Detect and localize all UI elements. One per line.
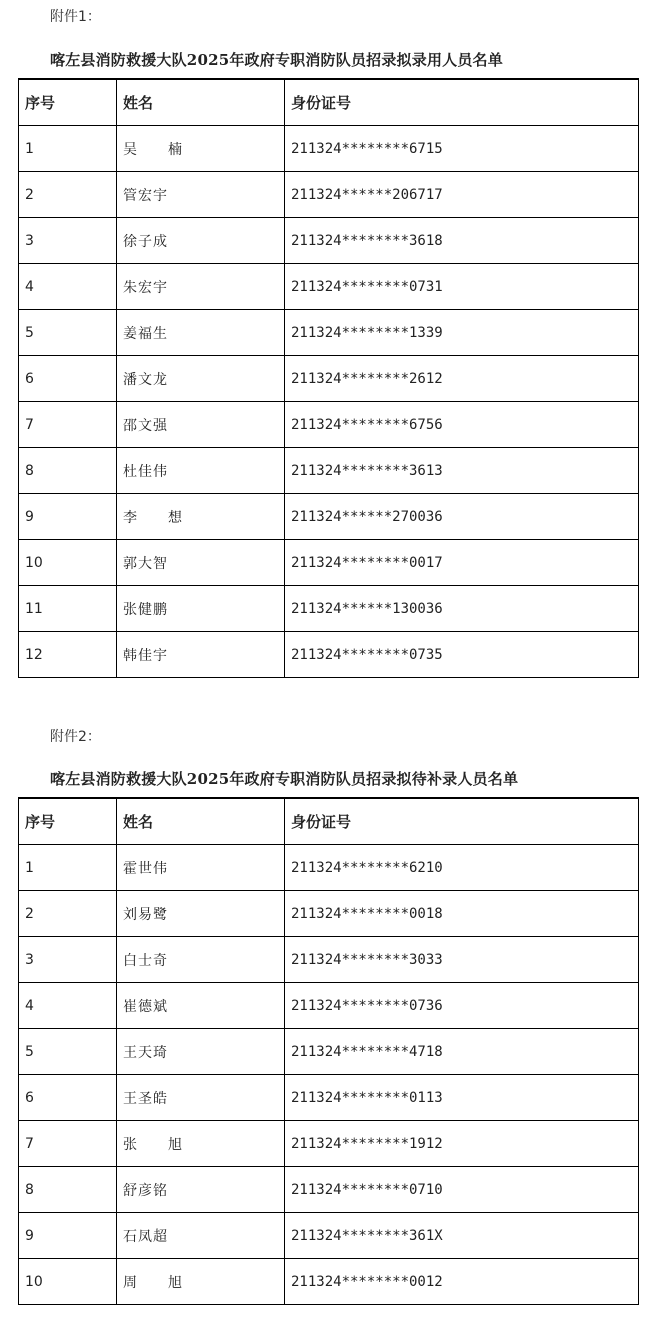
column-header-name: 姓名 [117,79,285,126]
cell-name: 白士奇 [117,937,285,983]
cell-name: 崔德斌 [117,983,285,1029]
cell-number: 2 [19,172,117,218]
table-header-row [19,798,639,845]
cell-number: 9 [19,1213,117,1259]
cell-name: 李 想 [117,494,285,540]
cell-id: 211324********2612 [285,356,639,402]
cell-number: 11 [19,586,117,632]
cell-name: 管宏宇 [117,172,285,218]
cell-number: 8 [19,448,117,494]
table-row [19,1075,639,1121]
hire-list-table [18,78,639,678]
cell-id: 211324********6715 [285,126,639,172]
cell-id: 211324********1912 [285,1121,639,1167]
cell-name: 郭大智 [117,540,285,586]
cell-name: 张 旭 [117,1121,285,1167]
cell-name: 朱宏宇 [117,264,285,310]
cell-number: 4 [19,264,117,310]
cell-number: 3 [19,937,117,983]
attachment-1-label: 附件1： [50,9,101,25]
cell-id: 211324********0017 [285,540,639,586]
cell-name: 姜福生 [117,310,285,356]
cell-id: 211324********0113 [285,1075,639,1121]
table-row [19,540,639,586]
cell-name: 张健鹏 [117,586,285,632]
cell-name: 韩佳宇 [117,632,285,678]
cell-name: 邵文强 [117,402,285,448]
cell-number: 1 [19,845,117,891]
table-row [19,1121,639,1167]
cell-id: 211324******130036 [285,586,639,632]
cell-number: 10 [19,1259,117,1305]
column-header-id: 身份证号 [285,798,639,845]
cell-name: 舒彦铭 [117,1167,285,1213]
column-header-id: 身份证号 [285,79,639,126]
cell-number: 7 [19,1121,117,1167]
cell-name: 王圣皓 [117,1075,285,1121]
cell-id: 211324********6756 [285,402,639,448]
cell-number: 5 [19,1029,117,1075]
cell-id: 211324********3033 [285,937,639,983]
cell-id: 211324********0710 [285,1167,639,1213]
cell-id: 211324******206717 [285,172,639,218]
table-row [19,310,639,356]
cell-number: 9 [19,494,117,540]
cell-id: 211324********0018 [285,891,639,937]
cell-name: 杜佳伟 [117,448,285,494]
table-row [19,126,639,172]
cell-id: 211324********361X [285,1213,639,1259]
cell-name: 周 旭 [117,1259,285,1305]
cell-name: 石凤超 [117,1213,285,1259]
standby-list-table [18,797,639,1305]
cell-name: 潘文龙 [117,356,285,402]
cell-number: 6 [19,356,117,402]
cell-number: 5 [19,310,117,356]
cell-number: 1 [19,126,117,172]
table-row [19,448,639,494]
cell-id: 211324********1339 [285,310,639,356]
cell-id: 211324********6210 [285,845,639,891]
column-header-number: 序号 [19,79,117,126]
cell-id: 211324********0735 [285,632,639,678]
cell-id: 211324********3618 [285,218,639,264]
cell-number: 4 [19,983,117,1029]
cell-id: 211324********0012 [285,1259,639,1305]
table-row [19,937,639,983]
table-row [19,1213,639,1259]
table-row [19,264,639,310]
cell-number: 12 [19,632,117,678]
table-row [19,1259,639,1305]
cell-number: 7 [19,402,117,448]
cell-id: 211324******270036 [285,494,639,540]
table-row [19,891,639,937]
cell-name: 刘易鹭 [117,891,285,937]
table-row [19,218,639,264]
table-row [19,172,639,218]
cell-number: 8 [19,1167,117,1213]
cell-id: 211324********0731 [285,264,639,310]
cell-number: 6 [19,1075,117,1121]
table-header-row [19,79,639,126]
cell-name: 霍世伟 [117,845,285,891]
column-header-name: 姓名 [117,798,285,845]
table-row [19,494,639,540]
section-1-title: 喀左县消防救援大队2025年政府专职消防队员招录拟录用人员名单 [50,51,503,69]
attachment-2-label: 附件2： [50,729,101,745]
table-row [19,983,639,1029]
cell-name: 吴 楠 [117,126,285,172]
cell-number: 3 [19,218,117,264]
column-header-number: 序号 [19,798,117,845]
section-2-title: 喀左县消防救援大队2025年政府专职消防队员招录拟待补录人员名单 [50,770,519,788]
cell-id: 211324********3613 [285,448,639,494]
cell-id: 211324********4718 [285,1029,639,1075]
table-row [19,1167,639,1213]
table-row [19,845,639,891]
cell-number: 10 [19,540,117,586]
table-row [19,402,639,448]
table-row [19,356,639,402]
cell-name: 徐子成 [117,218,285,264]
cell-name: 王天琦 [117,1029,285,1075]
table-row [19,632,639,678]
cell-number: 2 [19,891,117,937]
table-row [19,586,639,632]
table-row [19,1029,639,1075]
cell-id: 211324********0736 [285,983,639,1029]
